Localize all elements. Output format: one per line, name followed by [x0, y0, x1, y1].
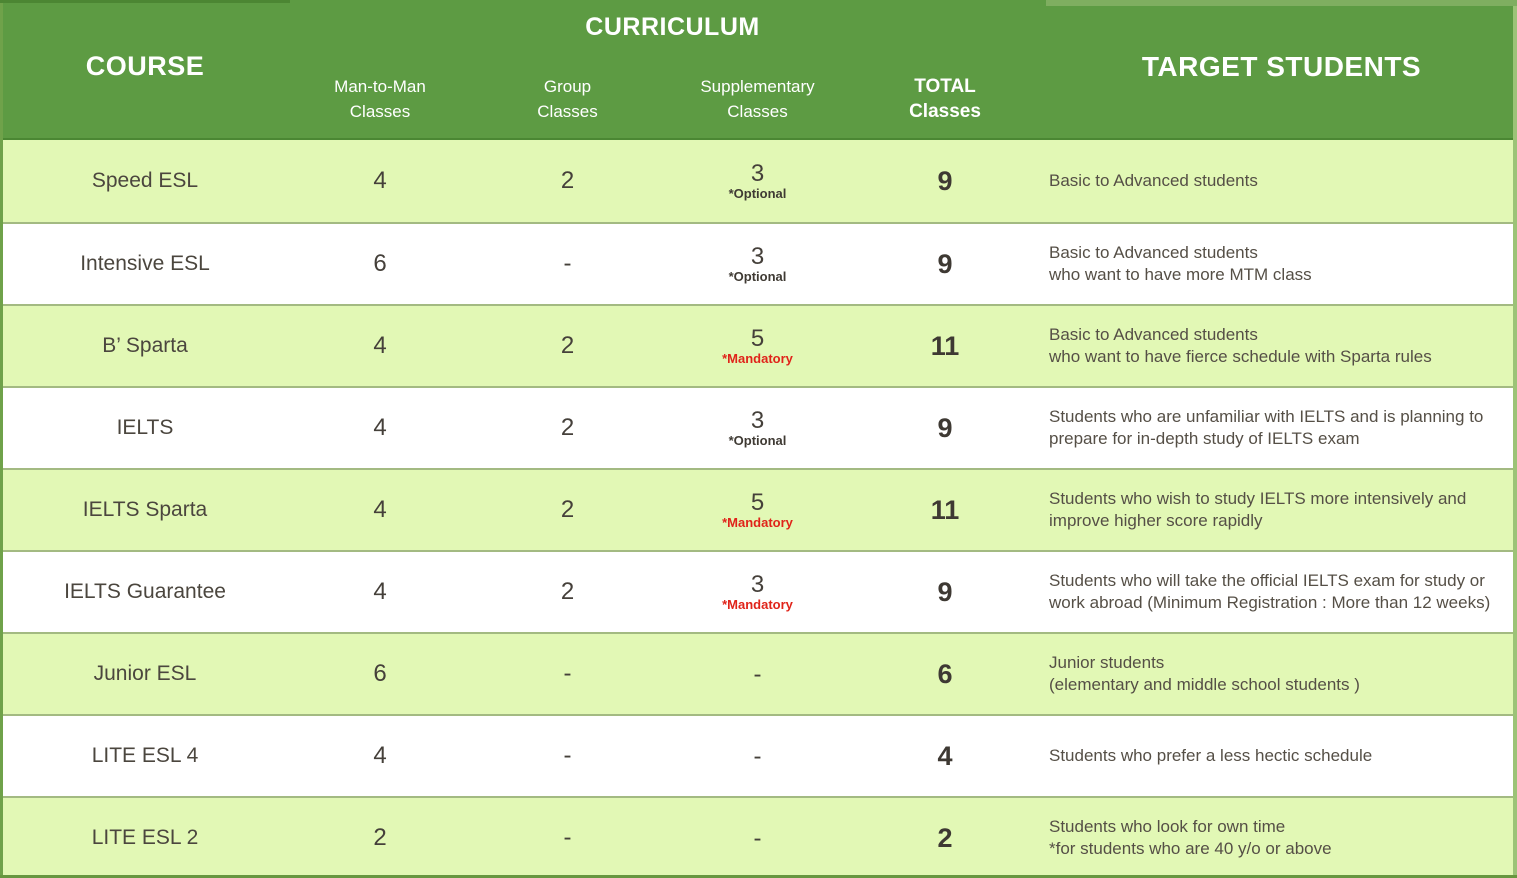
supplementary-note: *Optional [728, 185, 787, 201]
target-description [1040, 488, 1517, 532]
man-to-man-count: 6 [373, 660, 387, 687]
supplementary-count: - [753, 824, 762, 852]
target-description [1040, 652, 1517, 696]
target-description-line: Students who prefer a less hectic schedule [1049, 746, 1373, 765]
man-to-man-count: 4 [373, 167, 387, 194]
man-to-man-count: 4 [373, 742, 387, 769]
target-description [1040, 324, 1517, 368]
left-border [0, 0, 3, 878]
total-line1: TOTAL [914, 76, 976, 97]
man-to-man-count: 4 [373, 414, 387, 441]
supplementary-count: 3 [750, 242, 765, 270]
supplementary-count: - [753, 742, 762, 770]
group-line2: Classes [537, 102, 598, 121]
table-row [0, 304, 1517, 386]
man-to-man-count: 2 [373, 824, 387, 851]
supplementary-note: *Optional [728, 268, 787, 284]
group-count: - [563, 824, 572, 851]
course-name: LITE ESL 2 [91, 826, 199, 849]
course-name: Junior ESL [93, 662, 197, 685]
supplementary-cell [665, 326, 850, 367]
man-to-man-count: 4 [373, 578, 387, 605]
table-row [0, 550, 1517, 632]
supplementary-note: *Mandatory [722, 596, 793, 612]
target-description [1040, 170, 1517, 192]
supplementary-note: *Optional [728, 432, 787, 448]
target-description-line: *for students who are 40 y/o or above [1049, 839, 1332, 858]
supplementary-cell [665, 826, 850, 851]
supplementary-cell [665, 161, 850, 202]
total-count: 6 [937, 658, 953, 689]
table-row [0, 714, 1517, 796]
target-description-line: Students who wish to study IELTS more intensively and [1049, 489, 1467, 508]
total-count: 11 [930, 330, 960, 361]
supplementary-cell [665, 662, 850, 687]
supplementary-count: - [753, 660, 762, 688]
right-border [1513, 0, 1517, 878]
target-description-line: Basic to Advanced students [1049, 243, 1258, 262]
supplementary-cell [665, 408, 850, 449]
supplementary-count: 3 [750, 406, 765, 434]
supplementary-count: 5 [750, 488, 765, 516]
man-to-man-count: 6 [373, 250, 387, 277]
supplementary-cell [665, 572, 850, 613]
total-column-header [850, 74, 1040, 124]
target-description-line: Basic to Advanced students [1049, 325, 1258, 344]
group-count: - [563, 250, 572, 277]
man-to-man-count: 4 [373, 496, 387, 523]
course-name: IELTS [116, 416, 174, 439]
target-description-line: Students who are unfamiliar with IELTS and is planning to [1049, 407, 1484, 426]
target-description [1040, 745, 1517, 767]
target-description-line: Students who will take the official IELTS exam for study or [1049, 571, 1485, 590]
target-description-line: who want to have more MTM class [1049, 265, 1312, 284]
man-to-man-column-header [290, 74, 470, 124]
man-to-man-line2: Classes [349, 102, 411, 121]
group-count: 2 [560, 414, 575, 441]
group-column-header [470, 74, 665, 124]
top-left-accent [0, 0, 290, 3]
course-name: Intensive ESL [80, 252, 210, 275]
target-description [1040, 242, 1517, 286]
table-row [0, 632, 1517, 714]
supplementary-cell [665, 244, 850, 285]
target-description-line: Basic to Advanced students [1049, 171, 1258, 190]
group-count: 2 [560, 332, 575, 359]
supplementary-note: *Mandatory [722, 514, 793, 530]
supplementary-note: *Mandatory [722, 350, 793, 366]
group-count: 2 [560, 578, 575, 605]
total-count: 9 [937, 248, 953, 279]
course-name: B’ Sparta [102, 334, 188, 357]
supplementary-cell [665, 744, 850, 769]
target-description-line: Students who look for own time [1049, 817, 1286, 836]
top-right-accent [1046, 0, 1517, 6]
table-row [0, 222, 1517, 304]
total-count: 11 [930, 494, 960, 525]
table-row [0, 140, 1517, 222]
supplementary-line2: Classes [727, 102, 788, 121]
total-count: 9 [937, 576, 953, 607]
supplementary-count: 3 [750, 159, 765, 187]
table-row [0, 386, 1517, 468]
group-count: - [563, 742, 572, 769]
total-count: 9 [937, 412, 953, 443]
target-description-line: who want to have fierce schedule with Sparta rules [1049, 347, 1432, 366]
target-description-line: Junior students [1049, 653, 1165, 672]
table-row [0, 468, 1517, 550]
target-description [1040, 406, 1517, 450]
group-count: - [563, 660, 572, 687]
target-description [1040, 816, 1517, 860]
total-count: 9 [937, 165, 953, 196]
course-name: LITE ESL 4 [91, 744, 199, 767]
target-description-line: (elementary and middle school students ) [1049, 675, 1360, 694]
course-header: COURSE [85, 51, 205, 81]
target-description-line: prepare for in-depth study of IELTS exam [1049, 429, 1360, 448]
supplementary-count: 5 [750, 324, 765, 352]
course-name: IELTS Sparta [82, 498, 208, 521]
target-description-line: work abroad (Minimum Registration : More than 12 weeks) [1049, 593, 1491, 612]
curriculum-header: CURRICULUM [585, 13, 760, 41]
total-count: 2 [937, 822, 953, 853]
total-count: 4 [937, 740, 953, 771]
target-students-header: TARGET STUDENTS [1141, 51, 1422, 82]
total-line2: Classes [909, 101, 981, 122]
group-line1: Group [543, 77, 592, 96]
supplementary-cell [665, 490, 850, 531]
course-name: Speed ESL [91, 169, 199, 192]
table-body [0, 140, 1517, 878]
supplementary-line1: Supplementary [700, 77, 815, 96]
course-name: IELTS Guarantee [64, 580, 226, 603]
supplementary-column-header [665, 74, 850, 124]
table-header [0, 0, 1517, 140]
man-to-man-count: 4 [373, 332, 387, 359]
group-count: 2 [560, 496, 575, 523]
table-row [0, 796, 1517, 878]
man-to-man-line1: Man-to-Man [334, 77, 426, 96]
supplementary-count: 3 [750, 570, 765, 598]
group-count: 2 [560, 167, 575, 194]
target-description-line: improve higher score rapidly [1049, 511, 1263, 530]
target-description [1040, 570, 1517, 614]
